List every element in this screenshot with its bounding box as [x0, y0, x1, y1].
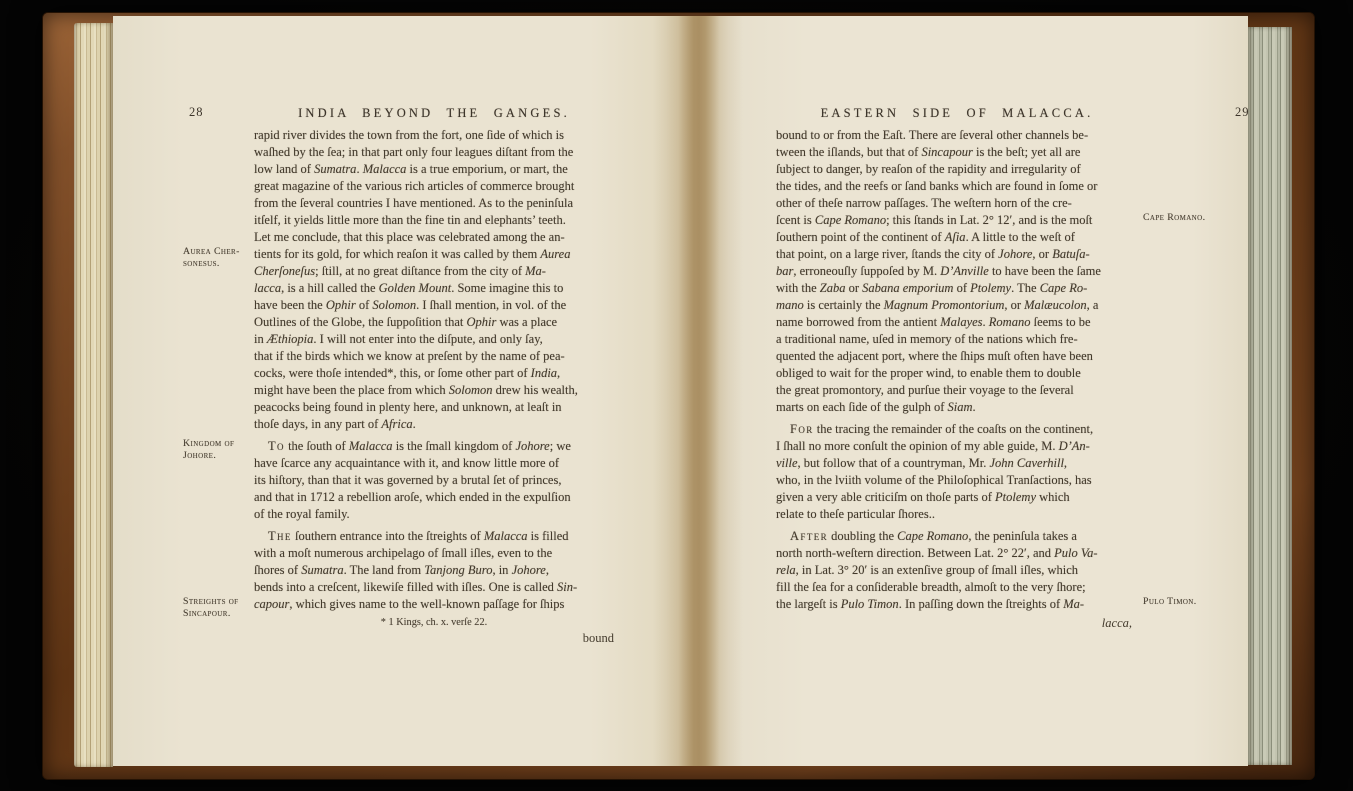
small-caps-text: For [790, 422, 814, 436]
italic-text: Romano [988, 315, 1031, 329]
italic-text: Ma- [1063, 597, 1085, 611]
text-line: Cherſoneſus; ſtill, at no great diſtance from the city of Ma- [254, 264, 546, 278]
paragraph [776, 127, 1138, 416]
margin-note-pulo-timon: Pulo Timon. [1143, 596, 1197, 607]
text-line: from the ſeveral countries I have mentioned. As to the peninſula [254, 196, 574, 210]
italic-text: capour [254, 597, 290, 611]
left-text-block [254, 127, 614, 613]
paragraph [776, 528, 1138, 613]
text-line: peacocks being found in plenty here, and unknown, at leaſt in [254, 400, 562, 414]
text-line: The ſouthern entrance into the ſtreights of Malacca is filled [268, 529, 569, 543]
text-line: have ſcarce any acquaintance with it, and know little more of [254, 456, 560, 470]
text-line: with the Zaba or Sabana emporium of Ptolemy. The Cape Ro- [776, 281, 1088, 295]
paragraph [776, 421, 1138, 523]
text-line: fill the ſea for a conſiderable breadth, almoſt to the very ſhore; [776, 580, 1086, 594]
footnote: * 1 Kings, ch. x. verſe 22. [380, 617, 488, 628]
small-caps-text: To [268, 439, 285, 453]
text-line: a traditional name, uſed in memory of the nations which fre- [776, 332, 1078, 346]
text-line: that point, on a large river, ſtands the city of Johore, or Batuſa- [776, 247, 1090, 261]
italic-text: Pulo Va- [1054, 546, 1098, 560]
text-line: Outlines of the Globe, the ſuppoſition that Ophir was a place [254, 315, 558, 329]
italic-text: Cape Ro- [1039, 281, 1088, 295]
italic-text: D’An- [1058, 439, 1090, 453]
text-line: low land of Sumatra. Malacca is a true emporium, or mart, the [254, 162, 568, 176]
margin-note-aurea-chersonesus: Aurea Cher- sonesus. [183, 246, 240, 269]
text-line: After doubling the Cape Romano, the peninſula takes a [790, 529, 1077, 543]
italic-text: rela [776, 563, 796, 577]
italic-text: Malacca [348, 439, 393, 453]
text-line: bound to or from the Eaſt. There are ſeveral other channels be- [776, 128, 1089, 142]
margin-note-cape-romano: Cape Romano. [1143, 212, 1206, 223]
text-line: ville, but follow that of a countryman, Mr. John Caverhill, [776, 456, 1068, 470]
text-line: To the ſouth of Malacca is the ſmall kingdom of Johore; we [268, 439, 571, 453]
text-line: given a very able criticiſm on thoſe parts of Ptolemy which [776, 490, 1070, 504]
text-line: in Æthiopia. I will not enter into the diſpute, and only ſay, [254, 332, 543, 346]
italic-text: Cherſoneſus [254, 264, 316, 278]
left-page [113, 16, 695, 766]
book-cover [42, 12, 1315, 780]
page-edges-left [74, 23, 113, 767]
text-line: capour, which gives name to the well-known paſſage for ſhips [254, 597, 565, 611]
text-line: obliged to wait for the proper wind, to enable them to double [776, 366, 1081, 380]
text-line: thoſe days, in any part of Africa. [254, 417, 416, 431]
text-line: cocks, were thoſe intended*, this, or ſome other part of India, [254, 366, 561, 380]
italic-text: Ophir [325, 298, 356, 312]
right-text-block [776, 127, 1138, 613]
italic-text: Cape Romano [897, 529, 969, 543]
italic-text: Magnum Promontorium [883, 298, 1005, 312]
text-line: its hiſtory, than that it was governed by a brutal ſet of princes, [254, 473, 562, 487]
text-line: and that in 1712 a rebellion aroſe, which ended in the expulſion [254, 490, 571, 504]
text-line: the great promontory, and purſue their voyage to the ſeveral [776, 383, 1074, 397]
right-running-header: EASTERN SIDE OF MALACCA. [820, 106, 1094, 120]
italic-text: Aurea [540, 247, 571, 261]
italic-text: ville [776, 456, 798, 470]
margin-note-streights-of-sincapour: Streights of Sincapour. [183, 596, 239, 619]
text-line: bends into a creſcent, likewiſe filled with iſles. One is called Sin- [254, 580, 578, 594]
italic-text: Zaba [819, 281, 846, 295]
text-line: the largeſt is Pulo Timon. In paſſing down the ſtreights of Ma- [776, 597, 1085, 611]
italic-text: India [530, 366, 558, 380]
italic-text: Johore [511, 563, 546, 577]
italic-text: Aſia [944, 230, 966, 244]
text-line: Let me conclude, that this place was celebrated among the an- [254, 230, 565, 244]
italic-text: Africa [381, 417, 413, 431]
text-line: rapid river divides the town from the fort, one ſide of which is [254, 128, 564, 142]
text-line: rela, in Lat. 3° 20′ is an extenſive group of ſmall iſles, which [776, 563, 1079, 577]
small-caps-text: The [268, 529, 292, 543]
italic-text: Johore [998, 247, 1033, 261]
text-line: of the royal family. [254, 507, 350, 521]
text-line: the tides, and the reefs or ſand banks which are found in ſome or [776, 179, 1098, 193]
paragraph [254, 528, 614, 613]
text-line: north north-weſtern direction. Between Lat. 2° 22′, and Pulo Va- [776, 546, 1098, 560]
page-edges-right [1248, 27, 1292, 765]
italic-text: John Caverhill [989, 456, 1064, 470]
italic-text: Cape Romano [814, 213, 887, 227]
italic-text: D’Anville [940, 264, 989, 278]
text-line: ſhores of Sumatra. The land from Tanjong Buro, in Johore, [254, 563, 549, 577]
italic-text: Batuſa- [1052, 247, 1090, 261]
italic-text: Æthiopia [266, 332, 314, 346]
text-line: marts on each ſide of the gulph of Siam. [776, 400, 976, 414]
italic-text: Sabana emporium [862, 281, 954, 295]
text-line: other of theſe narrow paſſages. The weſtern horn of the cre- [776, 196, 1072, 210]
italic-text: Malayes [940, 315, 983, 329]
italic-text: Sin- [557, 580, 578, 594]
text-line: ſouthern point of the continent of Aſia. A little to the weſt of [776, 230, 1075, 244]
text-line: bar, erroneouſly ſuppoſed by M. D’Anville to have been the ſame [776, 264, 1101, 278]
italic-text: Ophir [466, 315, 497, 329]
text-line: who, in the lviith volume of the Philoſophical Tranſactions, has [776, 473, 1092, 487]
text-line: quented the adjacent port, where the ſhips muſt often have been [776, 349, 1093, 363]
italic-text: Ma- [525, 264, 546, 278]
margin-note-kingdom-of-johore: Kingdom of Johore. [183, 438, 235, 461]
italic-text: Malæucolon [1024, 298, 1087, 312]
italic-text: bar [776, 264, 794, 278]
text-line: relate to theſe particular ſhores.. [776, 507, 935, 521]
italic-text: Solomon [448, 383, 493, 397]
italic-text: mano [776, 298, 804, 312]
text-line: lacca, is a hill called the Golden Mount. Some imagine this to [254, 281, 564, 295]
text-line: I ſhall no more conſult the opinion of my able guide, M. D’An- [776, 439, 1090, 453]
text-line: waſhed by the ſea; in that part only four leagues diſtant from the [254, 145, 574, 159]
italic-text: Johore [515, 439, 550, 453]
right-page [695, 16, 1248, 766]
italic-text: Tanjong Buro [424, 563, 493, 577]
small-caps-text: After [790, 529, 829, 543]
italic-text: Pulo Timon [840, 597, 899, 611]
italic-text: Ptolemy [995, 490, 1036, 504]
italic-text: lacca [254, 281, 282, 295]
italic-text: Golden Mount [378, 281, 452, 295]
text-line: tween the iſlands, but that of Sincapour is the beſt; yet all are [776, 145, 1081, 159]
text-line: have been the Ophir of Solomon. I ſhall mention, in vol. of the [254, 298, 567, 312]
left-catchword: bound [582, 631, 614, 645]
italic-text: Ptolemy [970, 281, 1012, 295]
text-line: tients for its gold, for which reaſon it was called by them Aurea [254, 247, 571, 261]
italic-text: Solomon [372, 298, 417, 312]
text-line: great magazine of the various rich articles of commerce brought [254, 179, 575, 193]
italic-text: Malacca [483, 529, 528, 543]
text-line: ſcent is Cape Romano; this ſtands in Lat. 2° 12′, and is the moſt [776, 213, 1093, 227]
text-line: that if the birds which we know at preſent by the name of pea- [254, 349, 565, 363]
paragraph [254, 127, 614, 433]
right-catchword: lacca, [1101, 616, 1132, 630]
text-line: might have been the place from which Solomon drew his wealth, [254, 383, 578, 397]
text-line: mano is certainly the Magnum Promontorium, or Malæucolon, a [776, 298, 1099, 312]
left-running-header: INDIA BEYOND THE GANGES. [298, 106, 570, 120]
italic-text: Sumatra [301, 563, 344, 577]
text-line: For the tracing the remainder of the coaſts on the continent, [790, 422, 1094, 436]
italic-text: Siam [947, 400, 973, 414]
open-page-spread [113, 16, 1248, 766]
italic-text: Sincapour [921, 145, 973, 159]
left-page-number: 28 [189, 105, 204, 119]
paragraph [254, 438, 614, 523]
italic-text: Malacca [362, 162, 407, 176]
right-page-number: 29 [1235, 105, 1250, 119]
text-line: ſubject to danger, by reaſon of the rapidity and irregularity of [776, 162, 1081, 176]
text-line: name borrowed from the antient Malayes. Romano ſeems to be [776, 315, 1091, 329]
text-line: itſelf, it yields little more than the fine tin and elephants’ teeth. [254, 213, 566, 227]
text-line: with a moſt numerous archipelago of ſmall iſles, even to the [254, 546, 553, 560]
italic-text: Sumatra [314, 162, 357, 176]
